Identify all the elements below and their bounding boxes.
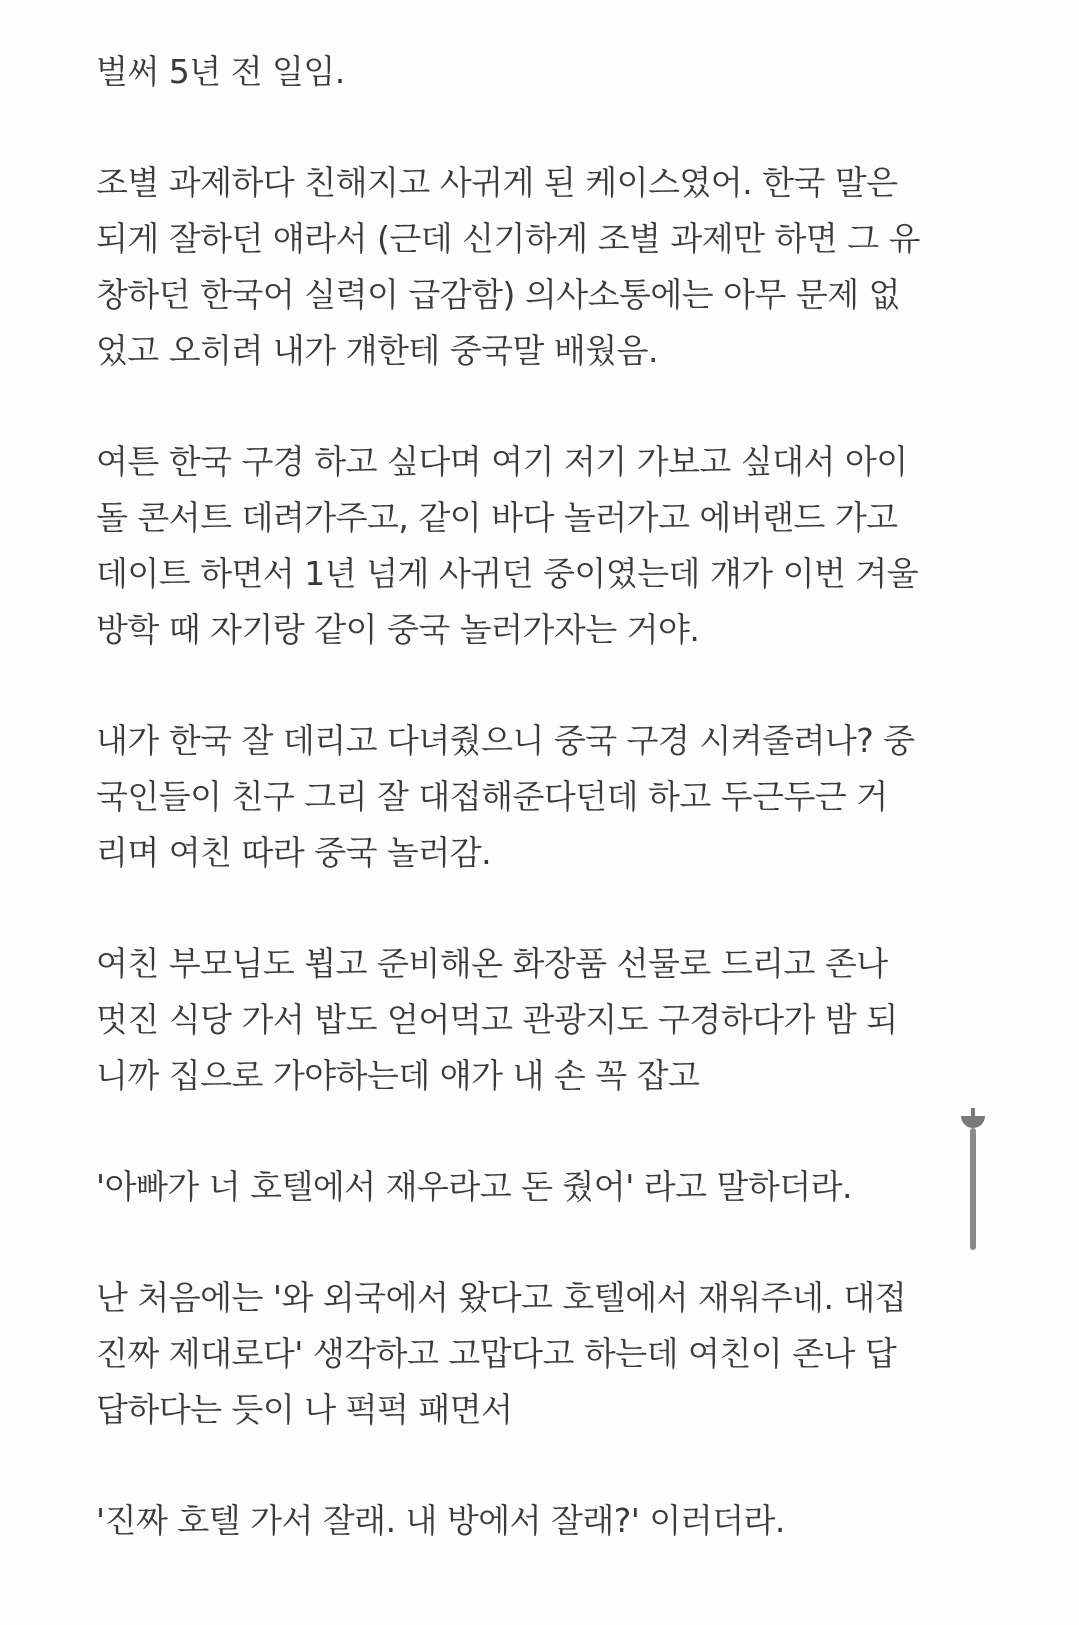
text-line: 진짜 제대로다' 생각하고 고맙다고 하는데 여친이 존나 답: [96, 1334, 897, 1373]
text-line: 벌써 5년 전 일임.: [96, 52, 345, 91]
text-line: 여친 부모님도 뵙고 준비해온 화장품 선물로 드리고 존나: [96, 944, 888, 983]
text-line: 되게 잘하던 얘라서 (근데 신기하게 조별 과제만 하면 그 유: [96, 219, 920, 258]
scrollbar-thumb[interactable]: [970, 1128, 976, 1250]
scroll-handle-head: [961, 1116, 985, 1128]
paragraph-1: [96, 44, 976, 100]
text-line: 조별 과제하다 친해지고 사귀게 된 케이스였어. 한국 말은: [96, 163, 898, 202]
text-line: 멋진 식당 가서 밥도 얻어먹고 관광지도 구경하다가 밤 되: [96, 1000, 898, 1039]
text-line: '진짜 호텔 가서 잘래. 내 방에서 잘래?' 이러더라.: [96, 1501, 785, 1540]
paragraph-5: [96, 936, 976, 1104]
paragraph-6: [96, 1159, 976, 1215]
text-line: 었고 오히려 내가 걔한테 중국말 배웠음.: [96, 331, 658, 370]
paragraph-7: [96, 1270, 976, 1438]
text-line: 답하다는 듯이 나 퍽퍽 패면서: [96, 1390, 513, 1429]
text-line: 데이트 하면서 1년 넘게 사귀던 중이였는데 걔가 이번 겨울: [96, 554, 919, 593]
text-line: 방학 때 자기랑 같이 중국 놀러가자는 거야.: [96, 610, 700, 649]
paragraph-2: [96, 155, 976, 379]
text-line: 국인들이 친구 그리 잘 대접해준다던데 하고 두근두근 거: [96, 777, 888, 816]
text-line: '아빠가 너 호텔에서 재우라고 돈 줬어' 라고 말하더라.: [96, 1167, 852, 1206]
text-line: 여튼 한국 구경 하고 싶다며 여기 저기 가보고 싶대서 아이: [96, 442, 908, 481]
scroll-handle-icon[interactable]: [958, 1108, 988, 1250]
text-line: 돌 콘서트 데려가주고, 같이 바다 놀러가고 에버랜드 가고: [96, 498, 898, 537]
text-line: 창하던 한국어 실력이 급감함) 의사소통에는 아무 문제 없: [96, 275, 900, 314]
paragraph-4: [96, 713, 976, 881]
post-body: [96, 44, 976, 1604]
text-line: 니까 집으로 가야하는데 얘가 내 손 꼭 잡고: [96, 1056, 700, 1095]
paragraph-8: [96, 1493, 976, 1549]
text-line: 난 처음에는 '와 외국에서 왔다고 호텔에서 재워주네. 대접: [96, 1278, 907, 1317]
paragraph-3: [96, 434, 976, 658]
text-line: 리며 여친 따라 중국 놀러감.: [96, 833, 492, 872]
text-line: 내가 한국 잘 데리고 다녀줬으니 중국 구경 시켜줄려나? 중: [96, 721, 915, 760]
